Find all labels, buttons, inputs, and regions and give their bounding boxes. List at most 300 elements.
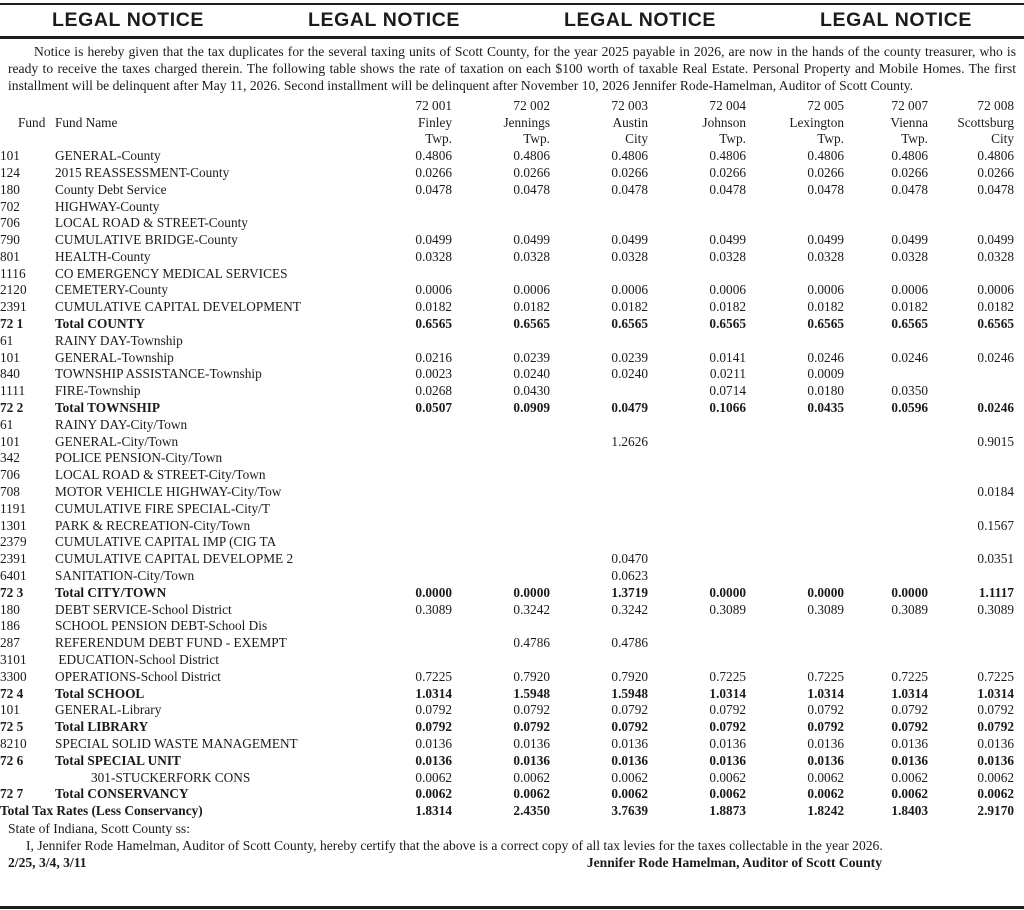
table-row xyxy=(0,518,1014,535)
fund-code-cell: 186 xyxy=(0,618,20,634)
rate-cell xyxy=(354,266,452,283)
rate-cell: 0.0182 xyxy=(891,299,928,315)
rate-cell xyxy=(746,333,844,350)
table-row xyxy=(0,551,1014,568)
rate-cell: 0.3242 xyxy=(513,601,550,617)
rate-cell xyxy=(746,635,844,652)
rate-cell: 0.7920 xyxy=(611,668,648,684)
table-row xyxy=(0,299,1014,316)
rate-cell xyxy=(452,618,550,635)
fund-code-cell: 1116 xyxy=(0,265,26,281)
rate-cell: 0.0136 xyxy=(611,752,648,768)
rate-cell: 0.0792 xyxy=(415,702,452,718)
rate-cell xyxy=(354,551,452,568)
rate-cell: 0.0792 xyxy=(891,719,928,735)
rate-cell xyxy=(746,484,844,501)
rate-cell: 0.7225 xyxy=(891,668,928,684)
fund-code-cell: 801 xyxy=(0,248,20,264)
fund-code-cell: 2391 xyxy=(0,551,27,567)
table-row xyxy=(0,736,1014,753)
fund-name-cell: GENERAL-County xyxy=(55,148,161,164)
rate-cell: 0.9015 xyxy=(977,433,1014,449)
fund-name-cell: OPERATIONS-School District xyxy=(55,668,221,684)
fund-name-cell: LOCAL ROAD & STREET-County xyxy=(55,215,248,231)
rate-cell: 0.0062 xyxy=(611,786,648,802)
rate-cell xyxy=(354,434,452,451)
rate-cell xyxy=(354,467,452,484)
fund-code-cell: 61 xyxy=(0,332,14,348)
rate-cell: 0.0006 xyxy=(513,282,550,298)
rate-cell: 0.0136 xyxy=(709,736,746,751)
rate-cell: 0.0266 xyxy=(891,164,928,180)
rate-cell xyxy=(452,215,550,232)
rate-cell: 0.6565 xyxy=(513,316,550,332)
table-row xyxy=(0,165,1014,182)
fund-name-cell: GENERAL-Library xyxy=(55,702,162,718)
rate-cell xyxy=(452,417,550,434)
publication-row xyxy=(8,855,1016,872)
rate-cell xyxy=(648,199,746,216)
rate-cell: 0.6565 xyxy=(891,316,928,332)
rate-cell xyxy=(844,333,928,350)
rate-cell xyxy=(550,501,648,518)
state-line: State of Indiana, Scott County ss: xyxy=(8,820,190,836)
fund-name-cell: EDUCATION-School District xyxy=(55,652,219,668)
rate-cell: 0.0328 xyxy=(807,248,844,264)
rate-cell: 0.0478 xyxy=(415,181,452,197)
rate-cell: 0.0000 xyxy=(415,584,452,600)
fund-code-cell: 6401 xyxy=(0,568,27,584)
rate-cell xyxy=(928,467,1014,484)
fund-name-cell: Total TOWNSHIP xyxy=(55,400,161,416)
fund-name-cell: REFERENDUM DEBT FUND - EXEMPT xyxy=(55,635,287,651)
rate-cell: 0.0499 xyxy=(807,232,844,248)
rate-cell: 0.0470 xyxy=(611,551,648,567)
rate-cell xyxy=(844,215,928,232)
rate-cell: 1.8242 xyxy=(807,803,844,819)
rate-cell: 0.0062 xyxy=(415,769,452,785)
rate-cell xyxy=(928,215,1014,232)
table-row xyxy=(0,484,1014,501)
legal-notice-heading: LEGAL NOTICE xyxy=(563,9,716,31)
tax-rate-table xyxy=(0,98,1014,820)
rate-cell: 0.3089 xyxy=(807,601,844,617)
rate-cell: 0.0062 xyxy=(709,786,746,802)
rate-cell: 0.0062 xyxy=(891,769,928,785)
rate-cell xyxy=(844,366,928,383)
table-row xyxy=(0,417,1014,434)
fund-code-cell: 61 xyxy=(0,416,14,432)
rate-cell: 0.0182 xyxy=(709,299,746,315)
rate-cell: 0.7225 xyxy=(709,668,746,684)
taxing-unit-column-header: 72 001 Finley Twp. xyxy=(415,97,452,147)
rate-cell: 0.0266 xyxy=(977,164,1014,180)
rate-cell: 0.0009 xyxy=(807,366,844,382)
rate-cell: 0.0136 xyxy=(891,736,928,751)
rate-cell: 0.0006 xyxy=(709,282,746,298)
table-row xyxy=(0,635,1014,652)
rate-cell xyxy=(746,518,844,535)
rate-cell xyxy=(452,467,550,484)
fund-code-cell: 702 xyxy=(0,198,20,214)
fund-code-cell: 72 4 xyxy=(0,685,24,701)
rate-cell xyxy=(844,534,928,551)
rate-cell: 3.7639 xyxy=(611,803,648,819)
rate-cell: 1.8314 xyxy=(415,803,452,819)
rate-cell: 0.0239 xyxy=(513,349,550,365)
table-row xyxy=(0,215,1014,232)
rate-cell: 0.4806 xyxy=(891,148,928,164)
rate-cell: 0.3089 xyxy=(709,601,746,617)
rate-cell xyxy=(452,199,550,216)
rate-cell: 1.2626 xyxy=(611,433,648,449)
fund-code-cell: 840 xyxy=(0,366,20,382)
rate-cell: 0.0006 xyxy=(807,282,844,298)
rate-cell: 0.0246 xyxy=(977,400,1014,416)
rate-cell: 0.0507 xyxy=(415,400,452,416)
rate-cell: 0.0328 xyxy=(611,248,648,264)
rate-cell: 0.3242 xyxy=(611,601,648,617)
rate-cell: 0.0478 xyxy=(611,181,648,197)
table-row xyxy=(0,618,1014,635)
rate-cell: 0.4786 xyxy=(513,635,550,651)
rate-cell: 0.6565 xyxy=(977,316,1014,332)
rate-cell: 0.0478 xyxy=(977,181,1014,197)
rate-cell: 0.0136 xyxy=(415,752,452,768)
rate-cell: 0.0136 xyxy=(513,736,550,751)
fund-name-cell: SANITATION-City/Town xyxy=(55,568,195,584)
rate-cell: 0.0596 xyxy=(891,400,928,416)
fund-code-cell: 72 5 xyxy=(0,719,24,735)
table-row xyxy=(0,148,1014,165)
rate-cell: 0.0266 xyxy=(709,164,746,180)
rate-cell: 0.0499 xyxy=(415,232,452,248)
rate-cell: 0.0006 xyxy=(415,282,452,298)
rate-cell xyxy=(452,333,550,350)
fund-code-cell: 708 xyxy=(0,484,20,500)
rate-cell: 0.0062 xyxy=(709,769,746,785)
table-row xyxy=(0,266,1014,283)
table-row xyxy=(0,652,1014,669)
rate-cell xyxy=(844,266,928,283)
rate-cell xyxy=(648,434,746,451)
rate-cell: 1.0314 xyxy=(977,685,1014,701)
rate-cell: 0.0792 xyxy=(611,719,648,735)
table-row xyxy=(0,350,1014,367)
rate-cell xyxy=(452,434,550,451)
fund-code-cell: 72 1 xyxy=(0,316,24,332)
fund-name-cell: CUMULATIVE BRIDGE-County xyxy=(55,232,238,248)
rate-cell: 0.0435 xyxy=(807,400,844,416)
taxing-unit-column-header: 72 005 Lexington Twp. xyxy=(789,97,844,147)
table-row xyxy=(0,383,1014,400)
rate-cell: 1.5948 xyxy=(513,685,550,701)
rate-cell: 0.0328 xyxy=(513,248,550,264)
fund-name-cell: SPECIAL SOLID WASTE MANAGEMENT xyxy=(55,736,298,751)
rate-cell: 0.0006 xyxy=(891,282,928,298)
fund-name-cell: CO EMERGENCY MEDICAL SERVICES xyxy=(55,265,288,281)
rate-cell: 0.4806 xyxy=(513,148,550,164)
rate-cell xyxy=(928,618,1014,635)
rate-cell: 0.0136 xyxy=(611,736,648,751)
rate-cell: 0.0062 xyxy=(807,786,844,802)
rate-cell xyxy=(452,266,550,283)
rate-cell xyxy=(844,450,928,467)
table-row xyxy=(0,786,1014,803)
rate-cell: 0.0266 xyxy=(415,164,452,180)
notice-intro-paragraph: Notice is hereby given that the tax duplicates for the several taxing units of Scott County, for the year 2025 payable in 2026, are now in the hands of the county treasurer, who is ready to receive the taxes charged therein. The following table shows the rate of taxation on each $100 worth of taxable Real Estate. Personal Property and Mobile Homes. The first installment will be delinquent after May 11, 2026. Second installment will be delinquent after November 10, 2026 Jennifer Rode-Hamelman, Auditor of Scott County. xyxy=(8,44,1016,93)
rate-cell: 0.3089 xyxy=(415,601,452,617)
fund-code-cell: 72 2 xyxy=(0,400,24,416)
fund-code-cell: 72 6 xyxy=(0,752,24,768)
fund-name-cell: Total SPECIAL UNIT xyxy=(55,752,181,768)
rate-cell: 0.0136 xyxy=(415,736,452,751)
fund-code-cell: 342 xyxy=(0,450,20,466)
rate-cell: 0.0216 xyxy=(415,349,452,365)
rate-cell: 0.0328 xyxy=(891,248,928,264)
rate-cell: 0.0792 xyxy=(611,702,648,718)
fund-code-cell: 1301 xyxy=(0,517,27,533)
table-row xyxy=(0,585,1014,602)
rate-cell: 0.0062 xyxy=(513,786,550,802)
table-row xyxy=(0,803,1014,820)
table-row xyxy=(0,333,1014,350)
fund-code-cell: 124 xyxy=(0,164,20,180)
rate-cell xyxy=(648,551,746,568)
rate-cell: 0.0478 xyxy=(891,181,928,197)
rate-cell xyxy=(746,434,844,451)
fund-name-cell: Total LIBRARY xyxy=(55,719,149,735)
rate-cell xyxy=(354,450,452,467)
rate-cell xyxy=(452,518,550,535)
rate-cell xyxy=(550,484,648,501)
rate-cell xyxy=(648,568,746,585)
rate-cell: 0.0136 xyxy=(977,736,1014,751)
fund-code-cell: 790 xyxy=(0,232,20,248)
rate-cell: 0.0328 xyxy=(709,248,746,264)
rate-cell: 0.0062 xyxy=(977,769,1014,785)
rate-cell xyxy=(928,534,1014,551)
rate-cell xyxy=(648,266,746,283)
rate-cell xyxy=(844,635,928,652)
rate-cell: 0.0000 xyxy=(513,584,550,600)
publication-dates: 2/25, 3/4, 3/11 xyxy=(8,854,87,870)
table-row xyxy=(0,534,1014,551)
rate-cell: 0.0499 xyxy=(891,232,928,248)
rate-cell xyxy=(550,215,648,232)
table-row xyxy=(0,568,1014,585)
fund-code-cell: 72 3 xyxy=(0,584,24,600)
table-row xyxy=(0,232,1014,249)
rate-cell xyxy=(928,383,1014,400)
rate-cell: 0.0184 xyxy=(977,484,1014,500)
rate-cell: 0.0136 xyxy=(807,736,844,751)
rate-cell xyxy=(844,618,928,635)
rate-cell: 0.0182 xyxy=(807,299,844,315)
fund-name-cell: 2015 REASSESSMENT-County xyxy=(55,164,230,180)
fund-code-cell: 1111 xyxy=(0,383,26,399)
rate-cell: 0.0623 xyxy=(611,568,648,584)
rate-cell: 1.0314 xyxy=(807,685,844,701)
rate-cell xyxy=(550,467,648,484)
rate-cell xyxy=(452,568,550,585)
rate-cell: 0.0479 xyxy=(611,400,648,416)
rate-cell: 0.0211 xyxy=(709,366,746,382)
rate-cell xyxy=(550,417,648,434)
fund-name-cell: FIRE-Township xyxy=(55,383,141,399)
rate-cell: 0.6565 xyxy=(415,316,452,332)
rate-cell: 0.0792 xyxy=(709,702,746,718)
fund-name-cell: RAINY DAY-City/Town xyxy=(55,416,188,432)
fund-name-cell: Total SCHOOL xyxy=(55,685,145,701)
rate-cell xyxy=(354,618,452,635)
fund-name-cell: Total CITY/TOWN xyxy=(55,584,167,600)
fund-name-cell: DEBT SERVICE-School District xyxy=(55,601,232,617)
rate-cell xyxy=(844,652,928,669)
rate-cell xyxy=(746,215,844,232)
rate-cell: 1.1117 xyxy=(978,584,1014,600)
rate-cell xyxy=(746,551,844,568)
rate-cell: 0.0792 xyxy=(807,719,844,735)
table-row xyxy=(0,770,1014,787)
rate-cell xyxy=(354,652,452,669)
rate-cell xyxy=(928,199,1014,216)
fund-name-cell: PARK & RECREATION-City/Town xyxy=(55,517,251,533)
rate-cell xyxy=(844,434,928,451)
rate-cell: 1.0314 xyxy=(415,685,452,701)
fund-name-cell: Total Tax Rates (Less Conservancy) xyxy=(0,803,203,819)
fund-name-cell: CEMETERY-County xyxy=(55,282,169,298)
rate-cell: 0.0136 xyxy=(513,752,550,768)
rate-cell: 0.0792 xyxy=(415,719,452,735)
taxing-unit-column-header: 72 003 Austin City xyxy=(611,97,648,147)
rate-cell xyxy=(928,333,1014,350)
rate-cell xyxy=(354,501,452,518)
masthead-rule xyxy=(0,36,1024,39)
fund-code-cell: 101 xyxy=(0,702,20,718)
rate-cell: 0.0246 xyxy=(977,349,1014,365)
rate-cell xyxy=(354,199,452,216)
legal-notice-heading: LEGAL NOTICE xyxy=(819,9,972,31)
rate-cell: 0.3089 xyxy=(977,601,1014,617)
fund-name-cell: HIGHWAY-County xyxy=(55,198,160,214)
bottom-rule xyxy=(0,906,1024,909)
rate-cell: 0.0499 xyxy=(709,232,746,248)
rate-cell xyxy=(550,199,648,216)
rate-cell: 0.0478 xyxy=(807,181,844,197)
rate-cell: 0.0062 xyxy=(807,769,844,785)
rate-cell xyxy=(550,266,648,283)
fund-name-cell: CUMULATIVE CAPITAL IMP (CIG TA xyxy=(55,534,277,550)
table-row xyxy=(0,249,1014,266)
rate-cell xyxy=(550,383,648,400)
rate-cell: 0.0240 xyxy=(513,366,550,382)
fund-name-cell: MOTOR VEHICLE HIGHWAY-City/Tow xyxy=(55,484,282,500)
fund-name-cell: 301-STUCKERFORK CONS xyxy=(91,769,251,785)
rate-cell xyxy=(354,215,452,232)
rate-cell: 0.0266 xyxy=(807,164,844,180)
table-row xyxy=(0,602,1014,619)
fund-name-cell: Total COUNTY xyxy=(55,316,146,332)
table-row xyxy=(0,434,1014,451)
legal-notice-heading: LEGAL NOTICE xyxy=(307,9,460,31)
table-row xyxy=(0,669,1014,686)
rate-cell: 1.5948 xyxy=(611,685,648,701)
table-header-row xyxy=(0,98,1014,148)
fund-code-cell: 180 xyxy=(0,601,20,617)
rate-cell xyxy=(844,484,928,501)
rate-cell xyxy=(354,534,452,551)
fund-code-cell: 1191 xyxy=(0,500,27,516)
rate-cell: 0.0062 xyxy=(891,786,928,802)
rate-cell: 0.0136 xyxy=(977,752,1014,768)
fund-code-cell: 2391 xyxy=(0,299,27,315)
rate-cell: 0.0499 xyxy=(611,232,648,248)
rate-cell: 0.0136 xyxy=(891,752,928,768)
rate-cell: 0.0792 xyxy=(977,719,1014,735)
rate-cell: 0.1066 xyxy=(709,400,746,416)
fund-name-cell: LOCAL ROAD & STREET-City/Town xyxy=(55,467,266,483)
rate-cell xyxy=(648,467,746,484)
rate-cell xyxy=(648,635,746,652)
fund-name-cell: County Debt Service xyxy=(55,181,167,197)
rate-cell: 0.0430 xyxy=(513,383,550,399)
rate-cell: 0.0266 xyxy=(513,164,550,180)
table-row xyxy=(0,753,1014,770)
rate-cell: 2.4350 xyxy=(513,803,550,819)
rate-cell xyxy=(452,534,550,551)
rate-cell xyxy=(648,534,746,551)
fund-code-cell: 706 xyxy=(0,467,20,483)
fund-code-cell xyxy=(0,770,55,787)
rate-cell xyxy=(746,618,844,635)
rate-cell xyxy=(354,635,452,652)
rate-cell xyxy=(844,417,928,434)
rate-cell: 0.0792 xyxy=(807,702,844,718)
rate-cell: 0.0351 xyxy=(977,551,1014,567)
rate-cell xyxy=(928,635,1014,652)
table-row xyxy=(0,702,1014,719)
rate-cell xyxy=(844,551,928,568)
rate-cell: 0.0792 xyxy=(891,702,928,718)
rate-cell xyxy=(550,618,648,635)
rate-cell: 1.3719 xyxy=(611,584,648,600)
rate-cell xyxy=(452,501,550,518)
rate-cell: 0.0792 xyxy=(977,702,1014,718)
rate-cell xyxy=(648,215,746,232)
rate-cell: 0.0499 xyxy=(513,232,550,248)
footer xyxy=(8,821,1016,872)
rate-cell xyxy=(844,199,928,216)
rate-cell xyxy=(452,551,550,568)
rate-cell: 0.0328 xyxy=(977,248,1014,264)
rate-cell: 0.0000 xyxy=(891,584,928,600)
taxing-unit-column-header: 72 008 Scottsburg City xyxy=(957,97,1014,147)
rate-cell: 0.0062 xyxy=(513,769,550,785)
table-row xyxy=(0,400,1014,417)
rate-cell xyxy=(648,652,746,669)
rate-cell xyxy=(746,534,844,551)
rate-cell xyxy=(550,652,648,669)
rate-cell: 0.0499 xyxy=(977,232,1014,248)
rate-cell: 1.0314 xyxy=(709,685,746,701)
rate-cell xyxy=(550,450,648,467)
rate-cell: 0.0023 xyxy=(415,366,452,382)
rate-cell xyxy=(928,501,1014,518)
rate-cell: 0.0478 xyxy=(709,181,746,197)
fund-code-cell: 101 xyxy=(0,433,20,449)
table-row xyxy=(0,316,1014,333)
